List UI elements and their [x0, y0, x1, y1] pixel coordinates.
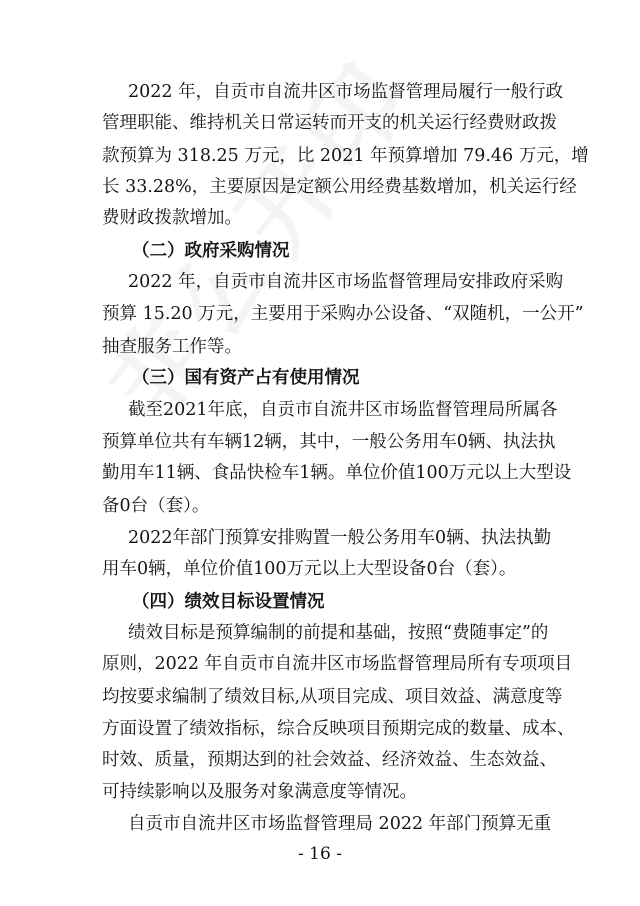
paragraph-line: 自贡市自流井区市场监督管理局 2022 年部门预算无重: [128, 814, 552, 834]
section-heading: （二）政府采购情况: [132, 240, 290, 261]
paragraph-line: 费财政拨款增加。: [102, 208, 242, 229]
paragraph-line: 可持续影响以及服务对象满意度等情况。: [102, 781, 417, 802]
section-heading: （四）绩效目标设置情况: [132, 591, 325, 612]
paragraph-line: 2022年部门预算安排购置一般公务用车0辆、执法执勤: [128, 527, 552, 548]
paragraph-line: 抽查服务工作等。: [102, 336, 242, 357]
paragraph-line: 预算 15.20 万元，主要用于采购办公设备、“双随机，一公开”: [102, 304, 584, 325]
paragraph-line: 长 33.28%，主要原因是定额公用经费基数增加，机关运行经: [102, 177, 577, 198]
paragraph-line: 勤用车11辆、食品快检车1辆。单位价值100万元以上大型设: [102, 463, 572, 484]
paragraph-line: 绩效目标是预算编制的前提和基础，按照“费随事定”的: [128, 622, 549, 643]
paragraph-line: 均按要求编制了绩效目标,从项目完成、项目效益、满意度等: [102, 686, 563, 707]
paragraph-line: 2022 年，自贡市自流井区市场监督管理局履行一般行政: [128, 82, 564, 102]
paragraph-line: 款预算为 318.25 万元，比 2021 年预算增加 79.46 万元，增: [102, 145, 589, 166]
paragraph-line: 2022 年，自贡市自流井区市场监督管理局安排政府采购: [128, 272, 564, 293]
paragraph-line: 用车0辆，单位价值100万元以上大型设备0台（套）。: [102, 559, 517, 580]
page-number: - 16 -: [298, 844, 342, 864]
paragraph-line: 预算单位共有车辆12辆，其中，一般公务用车0辆、执法执: [102, 431, 556, 452]
section-heading: （三）国有资产占有使用情况: [132, 368, 360, 389]
paragraph-line: 时效、质量，预期达到的社会效益、经济效益、生态效益、: [102, 750, 557, 771]
paragraph-line: 方面设置了绩效指标，综合反映项目预期完成的数量、成本、: [102, 718, 575, 739]
paragraph-line: 管理职能、维持机关日常运转而开支的机关运行经费财政拨: [102, 113, 557, 134]
paragraph-line: 截至2021年底，自贡市自流井区市场监督管理局所属各: [128, 399, 558, 420]
paragraph-line: 原则，2022 年自贡市自流井区市场监督管理局所有专项项目: [102, 654, 573, 675]
paragraph-line: 备0台（套）。: [102, 495, 210, 516]
